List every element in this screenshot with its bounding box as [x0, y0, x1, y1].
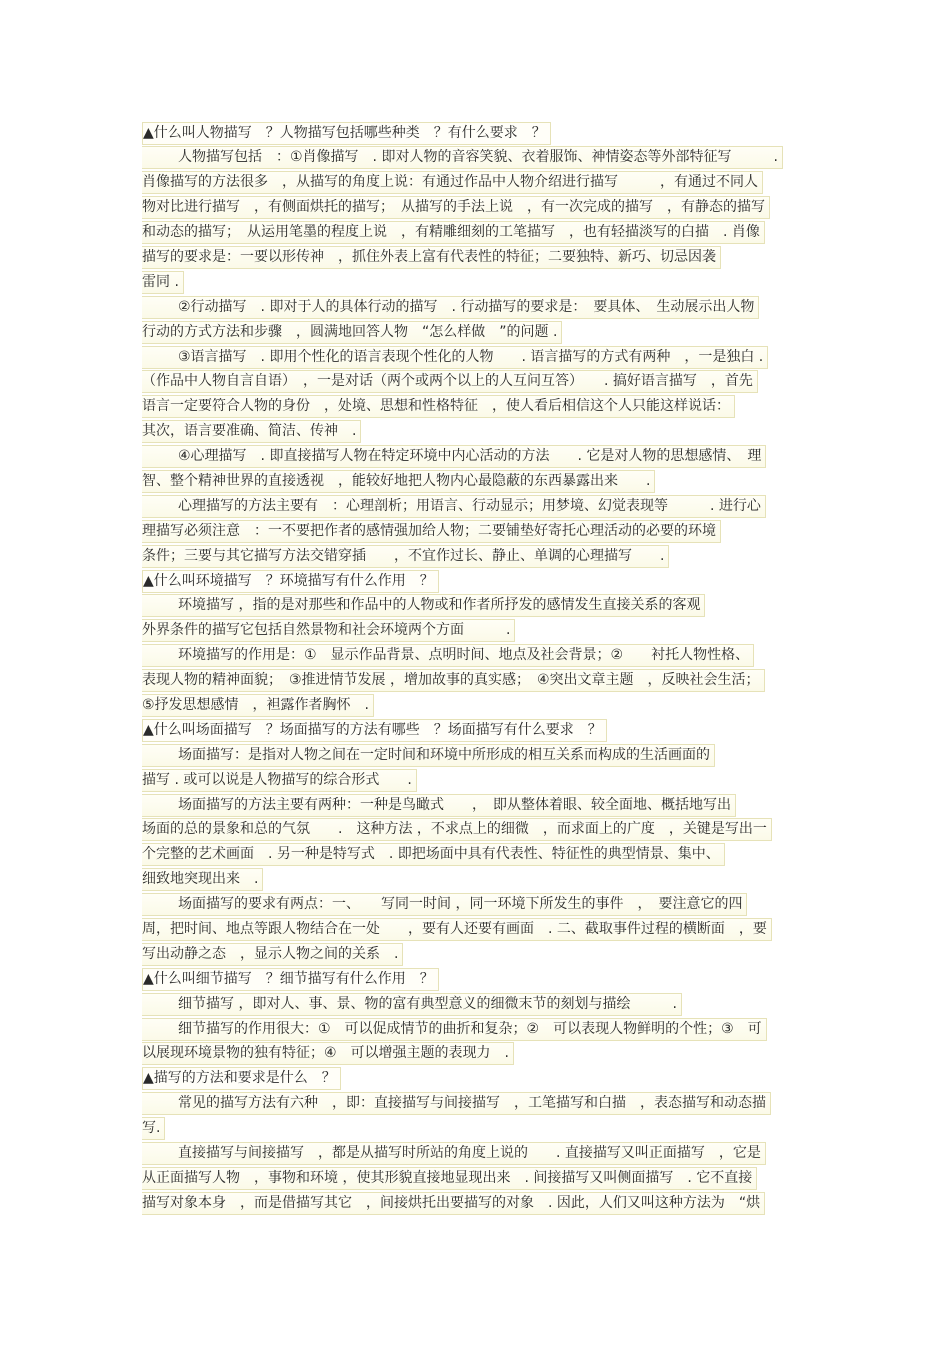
line-text: 从正面描写人物 ，事物和环境 ，使其形貌直接地显现出来 . 间接描写又叫侧面描写 . 它不直接	[142, 1167, 757, 1190]
line-text: 场面描写：是指对人物之间在一定时间和环境中所形成的相互关系而构成的生活画面的	[142, 744, 715, 767]
line-text: （作品中人物自言自语） ，一是对话（两个或两个以上的人互问互答） . 搞好语言描写 ，首先	[142, 370, 758, 393]
text-line	[142, 942, 812, 967]
text-line	[142, 868, 812, 893]
text-line	[142, 445, 812, 470]
line-text: 肖像描写的方法很多 ，从描写的角度上说：有通过作品中人物介绍进行描写 ，有通过不同人	[142, 171, 763, 194]
line-text: ②行动描写 . 即对于人的具体行动的描写 . 行动描写的要求是： 要具体、 生动展示出人物	[142, 296, 759, 319]
text-line	[142, 793, 812, 818]
line-text: 语言一定要符合人物的身份 ，处境、思想和性格特征 ，使人看后相信这个人只能这样说话：	[142, 395, 735, 418]
text-line	[142, 768, 812, 793]
text-line	[142, 295, 812, 320]
text-line	[142, 818, 812, 843]
text-line	[142, 693, 812, 718]
line-text: 描写对象本身 ，而是借描写其它 ，间接烘托出要描写的对象 . 因此，人们又叫这种方法为 “烘	[142, 1192, 765, 1215]
line-text: 表现人物的精神面貌； ③推进情节发展 ，增加故事的真实感； ④突出文章主题 ，反映社会生活；	[142, 669, 765, 692]
text-line	[142, 544, 812, 569]
section-heading	[142, 569, 812, 594]
text-line	[142, 1166, 812, 1191]
text-line	[142, 893, 812, 918]
line-text: 描写的要求是：一要以形传神 ，抓住外表上富有代表性的特征；二要独特、新巧、切忌因袭	[142, 246, 721, 269]
text-line	[142, 221, 812, 246]
line-text: 常见的描写方法有六种 ，即：直接描写与间接描写 ，工笔描写和白描 ，表态描写和动态描	[142, 1092, 771, 1115]
text-line	[142, 743, 812, 768]
line-text: 环境描写的作用是：① 显示作品背景、点明时间、地点及社会背景；② 衬托人物性格、	[142, 644, 754, 667]
text-line	[142, 619, 812, 644]
line-text: 直接描写与间接描写 ，都是从描写时所站的角度上说的 . 直接描写又叫正面描写 ，它是	[142, 1142, 766, 1165]
line-text: 场面的总的景象和总的气氛 . 这种方法 ，不求点上的细微 ，而求面上的广度 ，关键是写出一	[142, 818, 772, 841]
text-line	[142, 1042, 812, 1067]
text-line	[142, 644, 812, 669]
text-line	[142, 992, 812, 1017]
line-text: ▲什么叫环境描写 ？环境描写有什么作用 ？	[142, 570, 439, 593]
text-line	[142, 1142, 812, 1167]
text-line	[142, 594, 812, 619]
line-text: 写出动静之态 ，显示人物之间的关系 .	[142, 943, 403, 966]
line-text: 雷同 .	[142, 271, 184, 294]
text-line	[142, 270, 812, 295]
line-text: 外界条件的描写它包括自然景物和社会环境两个方面 .	[142, 619, 515, 642]
line-text: 物对比进行描写 ，有侧面烘托的描写； 从描写的手法上说 ，有一次完成的描写 ，有静态的描写	[142, 196, 770, 219]
line-text: ▲什么叫人物描写 ？人物描写包括哪些种类 ？有什么要求 ？	[142, 122, 551, 145]
text-line	[142, 320, 812, 345]
text-line	[142, 469, 812, 494]
line-text: 和动态的描写； 从运用笔墨的程度上说 ，有精雕细刻的工笔描写 ，也有轻描淡写的白描 . 肖像	[142, 221, 765, 244]
line-text: 描写 . 或可以说是人物描写的综合形式 .	[142, 769, 417, 792]
line-text: ⑤抒发思想感情 ，袒露作者胸怀 .	[142, 694, 374, 717]
line-text: 场面描写的要求有两点：一、 写同一时间 ，同一环境下所发生的事件 ， 要注意它的四	[142, 893, 747, 916]
section-heading	[142, 967, 812, 992]
line-text: 理描写必须注意 ：一不要把作者的感情强加给人物；二要铺垫好寄托心理活动的必要的环境	[142, 520, 721, 543]
document-page	[142, 121, 812, 1216]
text-line	[142, 345, 812, 370]
text-line	[142, 395, 812, 420]
text-line	[142, 519, 812, 544]
line-text: ▲描写的方法和要求是什么 ？	[142, 1067, 341, 1090]
text-line	[142, 1191, 812, 1216]
line-text: 细致地突现出来 .	[142, 868, 263, 891]
line-text: 场面描写的方法主要有两种：一种是鸟瞰式 ， 即从整体着眼、较全面地、概括地写出	[142, 794, 736, 817]
line-text: 写.	[142, 1117, 165, 1140]
text-line	[142, 245, 812, 270]
line-text: ④心理描写 . 即直接描写人物在特定环境中内心活动的方法 . 它是对人物的思想感情、 理	[142, 445, 766, 468]
text-line	[142, 420, 812, 445]
text-line	[142, 1092, 812, 1117]
text-line	[142, 196, 812, 221]
text-line	[142, 918, 812, 943]
text-line	[142, 494, 812, 519]
line-text: 行动的方式方法和步骤 ，圆满地回答人物 “怎么样做 ”的问题 .	[142, 321, 562, 344]
line-text: ▲什么叫场面描写 ？场面描写的方法有哪些 ？场面描写有什么要求 ？	[142, 719, 607, 742]
section-heading	[142, 718, 812, 743]
line-text: 细节描写 ，即对人、事、景、物的富有典型意义的细微末节的刻划与描绘 .	[142, 993, 682, 1016]
text-line	[142, 370, 812, 395]
text-line	[142, 1117, 812, 1142]
line-text: 智、整个精神世界的直接透视 ，能较好地把人物内心最隐蔽的东西暴露出来 .	[142, 470, 655, 493]
line-text: 条件；三要与其它描写方法交错穿插 ，不宜作过长、静止、单调的心理描写 .	[142, 545, 669, 568]
line-text: 人物描写包括 ：①肖像描写 . 即对人物的音容笑貌、衣着服饰、神情姿态等外部特征写 .	[142, 146, 783, 169]
line-text: 个完整的艺术画面 . 另一种是特写式 . 即把场面中具有代表性、特征性的典型情景、集中、	[142, 843, 725, 866]
section-heading	[142, 1067, 812, 1092]
text-line	[142, 669, 812, 694]
section-heading	[142, 121, 812, 146]
line-text: 环境描写 ，指的是对那些和作品中的人物或和作者所抒发的感情发生直接关系的客观	[142, 594, 705, 617]
text-line	[142, 171, 812, 196]
line-text: ▲什么叫细节描写 ？细节描写有什么作用 ？	[142, 968, 439, 991]
line-text: 周，把时间、地点等跟人物结合在一处 ，要有人还要有画面 . 二、截取事件过程的横断面 ，要	[142, 918, 772, 941]
text-line	[142, 1017, 812, 1042]
line-text: 心理描写的方法主要有 ：心理剖析；用语言、行动显示；用梦境、幻觉表现等 . 进行心	[142, 495, 766, 518]
line-text: 细节描写的作用很大：① 可以促成情节的曲折和复杂；② 可以表现人物鲜明的个性；③ 可	[142, 1018, 767, 1041]
line-text: 其次，语言要准确、简洁、传神 .	[142, 420, 361, 443]
line-text: ③语言描写 . 即用个性化的语言表现个性化的人物 . 语言描写的方式有两种 ，一是独白 .	[142, 346, 768, 369]
text-line	[142, 843, 812, 868]
line-text: 以展现环境景物的独有特征；④ 可以增强主题的表现力 .	[142, 1042, 514, 1065]
text-line	[142, 146, 812, 171]
